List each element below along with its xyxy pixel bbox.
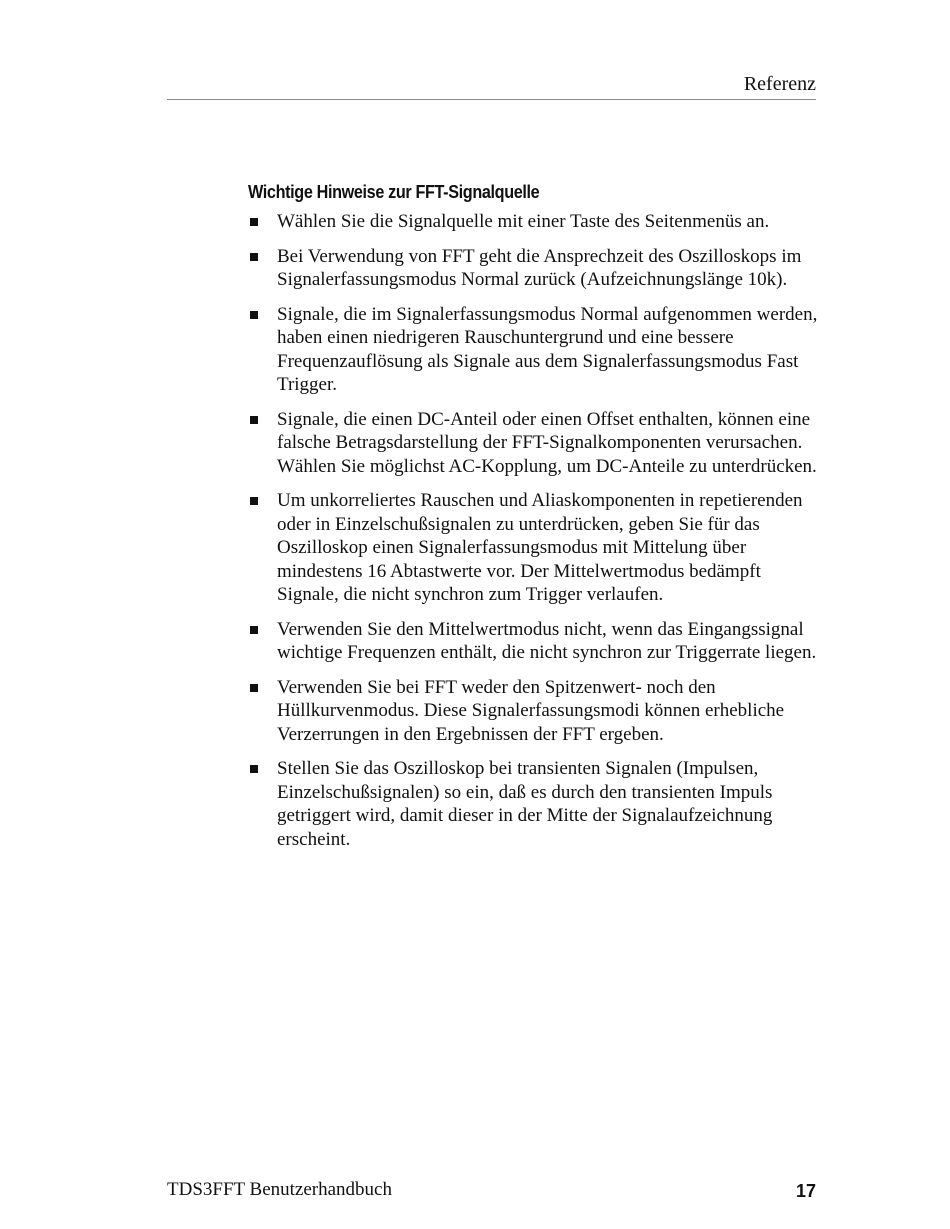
square-bullet-icon bbox=[250, 311, 258, 319]
header-section-label: Referenz bbox=[743, 73, 816, 95]
list-item-text: Stellen Sie das Oszilloskop bei transienten Signalen (Impulsen, Einzelschußsignalen) so ein, daß es durch den transienten Impuls getriggert wird, damit dieser in der Mitte der Signalaufzeichnung erscheint. bbox=[277, 758, 773, 850]
list-item-text: Verwenden Sie bei FFT weder den Spitzenwert- noch den Hüllkurvenmodus. Diese Signalerfassungsmodi können erhebliche Verzerrungen in den Ergebnissen der FFT ergeben. bbox=[277, 676, 785, 745]
square-bullet-icon bbox=[250, 253, 258, 261]
square-bullet-icon bbox=[250, 416, 258, 424]
list-item bbox=[248, 489, 818, 607]
square-bullet-icon bbox=[250, 497, 258, 505]
list-item-text: Um unkorreliertes Rauschen und Aliaskomponenten in repetierenden oder in Einzelschußsignalen zu unterdrücken, geben Sie für das Oszilloskop einen Signalerfassungsmodus mit Mittelung über mindestens 16 Abtastwerte vor. Der Mittelwertmodus bedämpft Signale, die nicht synchron zum Trigger verlaufen. bbox=[277, 490, 803, 605]
list-item-text: Verwenden Sie den Mittelwertmodus nicht, wenn das Eingangssignal wichtige Frequenzen enthält, die nicht synchron zur Triggerrate liegen. bbox=[277, 618, 817, 663]
square-bullet-icon bbox=[250, 626, 258, 634]
list-item bbox=[248, 618, 818, 665]
section-title: Wichtige Hinweise zur FFT-Signalquelle bbox=[248, 182, 540, 202]
list-item-text: Signale, die einen DC-Anteil oder einen Offset enthalten, können eine falsche Betragsdarstellung der FFT-Signalkomponenten verursachen. Wählen Sie möglichst AC-Kopplung, um DC-Anteile zu unterdrücken. bbox=[277, 408, 817, 477]
list-item bbox=[248, 210, 818, 234]
page-number: 17 bbox=[795, 1181, 816, 1201]
footer-manual-title: TDS3FFT Benutzerhandbuch bbox=[167, 1179, 392, 1200]
list-item bbox=[248, 757, 818, 851]
list-item bbox=[248, 245, 818, 292]
list-item-text: Wählen Sie die Signalquelle mit einer Taste des Seitenmenüs an. bbox=[277, 211, 770, 232]
square-bullet-icon bbox=[250, 218, 258, 226]
bullet-list bbox=[248, 210, 818, 851]
list-item bbox=[248, 408, 818, 479]
fft-source-notes-section bbox=[248, 180, 818, 862]
square-bullet-icon bbox=[250, 765, 258, 773]
list-item bbox=[248, 676, 818, 747]
list-item-text: Bei Verwendung von FFT geht die Ansprechzeit des Oszilloskops im Signalerfassungsmodus Normal zurück (Aufzeichnungslänge 10k). bbox=[277, 245, 802, 290]
square-bullet-icon bbox=[250, 684, 258, 692]
list-item bbox=[248, 303, 818, 397]
header-divider bbox=[167, 99, 816, 100]
list-item-text: Signale, die im Signalerfassungsmodus Normal aufgenommen werden, haben einen niedrigeren Rauschuntergrund und eine bessere Frequenzauflösung als Signale aus dem Signalerfassungsmodus Fast Trigger. bbox=[277, 303, 818, 395]
